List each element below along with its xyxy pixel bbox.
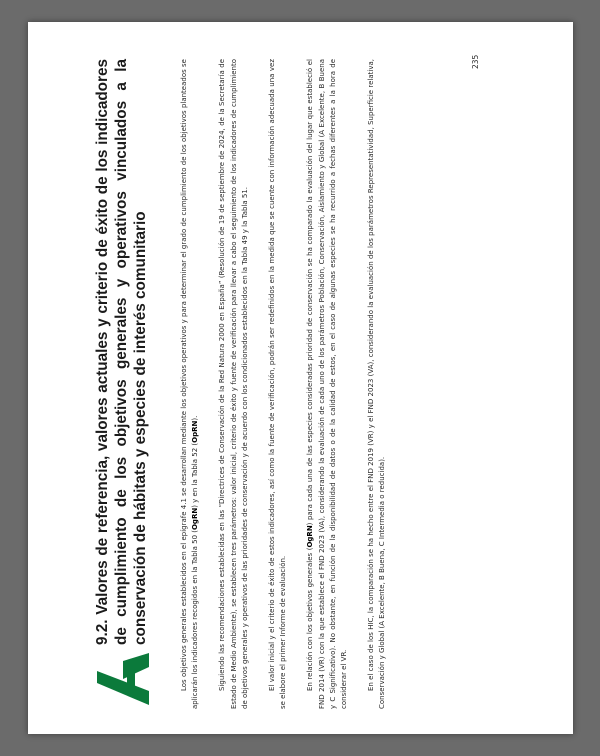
paragraph-1: Los objetivos generales establecidos en el epígrafe 4.1 se desarrollan mediante los objetivos operativos y para determinar el grado de cumplimiento de los objetivos planteados se aplicarán los indicadores recogidos en la Tabla 50 (OgRN) y en la Tabla 52 (OpRN).	[180, 59, 200, 709]
paragraph-2: Siguiendo las recomendaciones establecidas en las “Directrices de Conservación de la Red Natura 2000 en España” (Resolución de 19 de septiembre de 2024, de la Secretaría de Estado de Medio Ambiente), se establecen tres parámetros: valor inicial, criterio de éxito y fuente de verificación para llevar a cabo el seguimiento de los indicadores de cumplimiento de objetivos generales y operativos de las prioridades de conservación y de acuerdo con los condicionados establecidos en la Tabla 49 y la Tabla 51.	[218, 59, 249, 709]
rotated-content	[93, 54, 533, 709]
document-page	[28, 22, 573, 734]
body-text	[179, 59, 405, 709]
section-heading: 9.2. Valores de referencia, valores actuales y criterio de éxito de los indicadores de cumplimiento de los objetivos generales y operativos vinculados a la conservación de hábitats y especies de interés comunitario	[94, 59, 149, 645]
paragraph-4: En relación con los objetivos generales (OgRN) para cada una de las especies consideradas prioridad de conservación se ha comparado la evaluación del lugar que estableció el FND 2014 (VR) con la que establece el FND 2023 (VA), considerando la evaluación de cada uno de los parámetros Población, Conservación, Aislamiento y Global (A Excelente, B Buena y C Significativo). No obstante, en función de la disponibilidad de datos o de la calidad de estos, en el caso de algunas especies se ha recurrido a fechas diferentes a la hora de considerar el VR.	[306, 59, 349, 709]
page-number: 235	[471, 54, 480, 69]
junta-andalucia-logo-icon	[93, 639, 153, 709]
paragraph-3: El valor inicial y el criterio de éxito de estos indicadores, así como la fuente de verificación, podrán ser redefinidos en la medida que se cuente con información adecuada una vez se elabore el primer Informe de evaluación.	[268, 59, 288, 709]
paragraph-5: En el caso de los HIC, la comparación se ha hecho entre el FND 2019 (VR) y el FND 2023 (VA), considerando la evaluación de los parámetros Representatividad, Superficie relativa, Conservación y Global (A Excelente, B Buena, C Intermedia o reducida).	[367, 59, 387, 709]
